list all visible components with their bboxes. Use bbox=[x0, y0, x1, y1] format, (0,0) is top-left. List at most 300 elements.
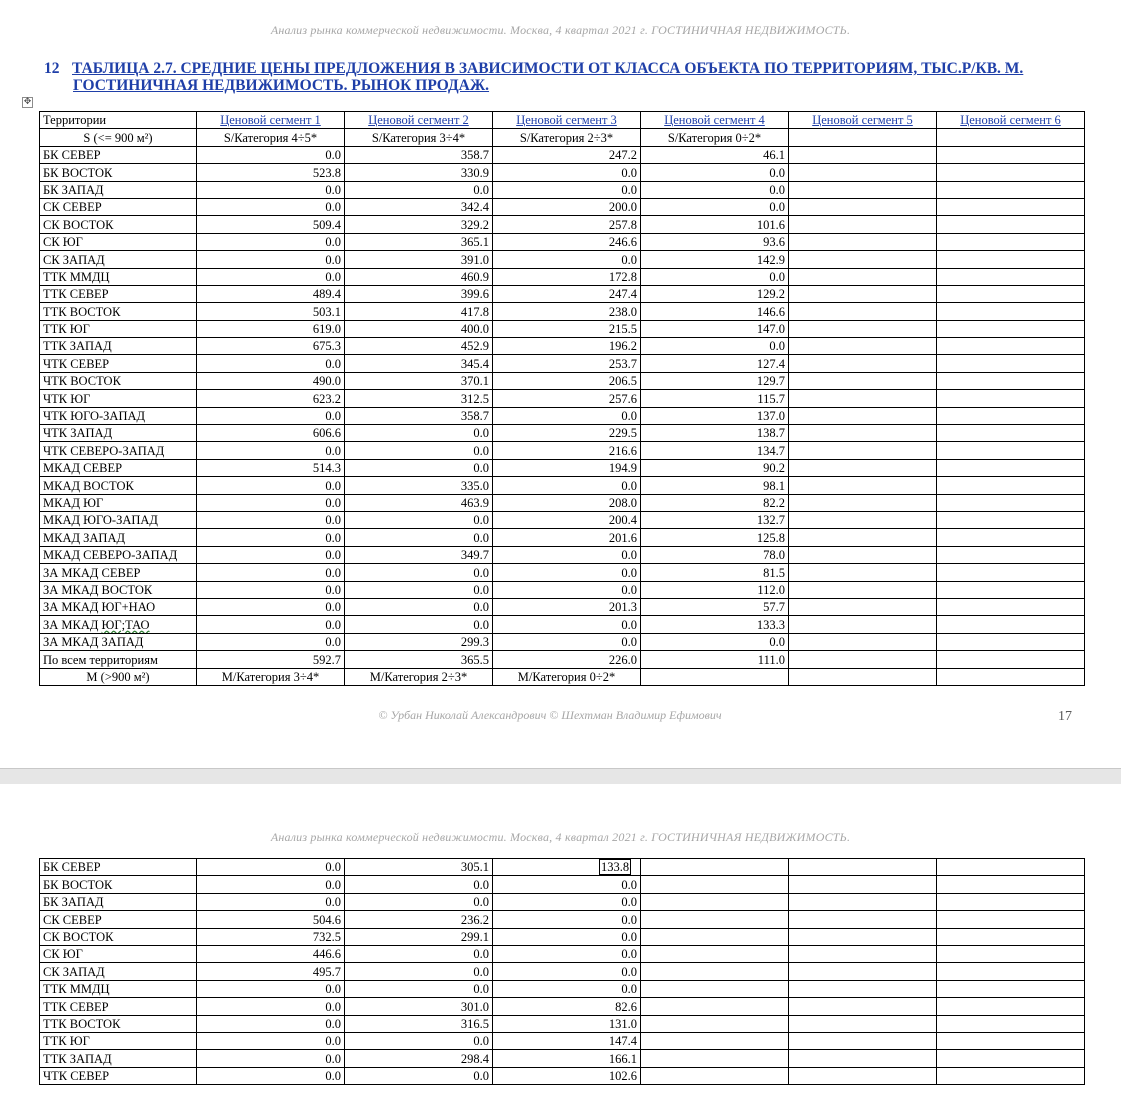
value-cell[interactable]: 0.0 bbox=[197, 546, 345, 563]
value-cell[interactable] bbox=[937, 945, 1085, 962]
segment-header-2[interactable]: Ценовой сегмент 2 bbox=[345, 112, 493, 129]
medium-category-3[interactable]: М/Категория 0÷2* bbox=[493, 668, 641, 685]
value-cell[interactable]: 111.0 bbox=[641, 651, 789, 668]
value-cell[interactable]: 0.0 bbox=[197, 876, 345, 893]
value-cell[interactable] bbox=[641, 1032, 789, 1049]
territory-name[interactable]: СК ЮГ bbox=[40, 945, 197, 962]
value-cell[interactable] bbox=[641, 998, 789, 1015]
value-cell[interactable] bbox=[937, 963, 1085, 980]
territory-name[interactable]: ТТК ММДЦ bbox=[40, 268, 197, 285]
value-cell[interactable]: 0.0 bbox=[197, 859, 345, 876]
value-cell[interactable]: 0.0 bbox=[493, 564, 641, 581]
selected-value[interactable]: 133.8 bbox=[601, 860, 630, 875]
value-cell[interactable]: 503.1 bbox=[197, 303, 345, 320]
value-cell[interactable]: 129.2 bbox=[641, 285, 789, 302]
territory-name[interactable]: ЗА МКАД ЗАПАД bbox=[40, 633, 197, 650]
value-cell[interactable]: 57.7 bbox=[641, 598, 789, 615]
value-cell[interactable]: 0.0 bbox=[345, 181, 493, 198]
value-cell[interactable] bbox=[789, 928, 937, 945]
value-cell[interactable]: 335.0 bbox=[345, 477, 493, 494]
value-cell[interactable]: 246.6 bbox=[493, 233, 641, 250]
value-cell[interactable]: 247.2 bbox=[493, 146, 641, 163]
territory-name[interactable]: ЗА МКАД ЮГ+НАО bbox=[40, 598, 197, 615]
value-cell[interactable]: 0.0 bbox=[197, 442, 345, 459]
value-cell[interactable]: 0.0 bbox=[197, 407, 345, 424]
value-cell[interactable]: 0.0 bbox=[641, 198, 789, 215]
value-cell[interactable] bbox=[789, 372, 937, 389]
value-cell[interactable]: 166.1 bbox=[493, 1050, 641, 1067]
value-cell[interactable]: 0.0 bbox=[197, 181, 345, 198]
territory-name[interactable]: ЧТК ЮГО-ЗАПАД bbox=[40, 407, 197, 424]
value-cell[interactable]: 0.0 bbox=[197, 998, 345, 1015]
value-cell[interactable]: 0.0 bbox=[197, 233, 345, 250]
value-cell[interactable]: 316.5 bbox=[345, 1015, 493, 1032]
value-cell[interactable]: 0.0 bbox=[493, 407, 641, 424]
value-cell[interactable] bbox=[937, 911, 1085, 928]
value-cell[interactable]: 0.0 bbox=[197, 511, 345, 528]
value-cell[interactable]: 0.0 bbox=[197, 598, 345, 615]
value-cell[interactable] bbox=[789, 980, 937, 997]
territory-name[interactable]: ТТК ВОСТОК bbox=[40, 303, 197, 320]
value-cell[interactable] bbox=[789, 911, 937, 928]
value-cell[interactable]: 238.0 bbox=[493, 303, 641, 320]
value-cell[interactable]: 0.0 bbox=[197, 980, 345, 997]
value-cell[interactable]: 216.6 bbox=[493, 442, 641, 459]
value-cell[interactable] bbox=[937, 425, 1085, 442]
value-cell[interactable]: 0.0 bbox=[197, 251, 345, 268]
value-cell[interactable] bbox=[641, 945, 789, 962]
territory-name[interactable]: СК ЗАПАД bbox=[40, 251, 197, 268]
territory-name[interactable]: ТТК ЮГ bbox=[40, 1032, 197, 1049]
value-cell[interactable]: 0.0 bbox=[493, 633, 641, 650]
territory-name[interactable]: СК ВОСТОК bbox=[40, 216, 197, 233]
value-cell[interactable]: 137.0 bbox=[641, 407, 789, 424]
size-medium-label[interactable]: М (>900 м²) bbox=[40, 668, 197, 685]
value-cell[interactable] bbox=[937, 876, 1085, 893]
value-cell[interactable]: 0.0 bbox=[197, 529, 345, 546]
value-cell[interactable]: 46.1 bbox=[641, 146, 789, 163]
value-cell[interactable] bbox=[789, 216, 937, 233]
value-cell[interactable] bbox=[937, 893, 1085, 910]
value-cell[interactable]: 0.0 bbox=[493, 945, 641, 962]
value-cell[interactable]: 194.9 bbox=[493, 459, 641, 476]
value-cell[interactable]: 0.0 bbox=[493, 876, 641, 893]
value-cell[interactable]: 0.0 bbox=[493, 581, 641, 598]
value-cell[interactable] bbox=[937, 511, 1085, 528]
value-cell[interactable] bbox=[641, 1067, 789, 1084]
value-cell[interactable] bbox=[789, 651, 937, 668]
value-cell[interactable]: 417.8 bbox=[345, 303, 493, 320]
value-cell[interactable]: 0.0 bbox=[493, 616, 641, 633]
value-cell[interactable] bbox=[937, 998, 1085, 1015]
value-cell[interactable]: 0.0 bbox=[197, 581, 345, 598]
value-cell[interactable]: 365.1 bbox=[345, 233, 493, 250]
medium-category-2[interactable]: М/Категория 2÷3* bbox=[345, 668, 493, 685]
value-cell[interactable]: 132.7 bbox=[641, 511, 789, 528]
value-cell[interactable] bbox=[937, 928, 1085, 945]
value-cell[interactable] bbox=[641, 876, 789, 893]
territory-name[interactable]: ЧТК ВОСТОК bbox=[40, 372, 197, 389]
value-cell[interactable]: 345.4 bbox=[345, 355, 493, 372]
value-cell[interactable]: 623.2 bbox=[197, 390, 345, 407]
value-cell[interactable]: 0.0 bbox=[493, 181, 641, 198]
territory-name[interactable]: ЧТК ЗАПАД bbox=[40, 425, 197, 442]
value-cell[interactable]: 0.0 bbox=[345, 963, 493, 980]
value-cell[interactable]: 257.8 bbox=[493, 216, 641, 233]
territory-name[interactable]: ТТК ММДЦ bbox=[40, 980, 197, 997]
territory-name[interactable]: СК ЗАПАД bbox=[40, 963, 197, 980]
value-cell[interactable] bbox=[937, 146, 1085, 163]
value-cell[interactable] bbox=[789, 459, 937, 476]
territory-name[interactable]: СК СЕВЕР bbox=[40, 198, 197, 215]
value-cell[interactable]: 675.3 bbox=[197, 338, 345, 355]
value-cell[interactable]: 142.9 bbox=[641, 251, 789, 268]
territory-name[interactable]: СК ВОСТОК bbox=[40, 928, 197, 945]
segment-header-5[interactable]: Ценовой сегмент 5 bbox=[789, 112, 937, 129]
value-cell[interactable]: 329.2 bbox=[345, 216, 493, 233]
value-cell[interactable]: 236.2 bbox=[345, 911, 493, 928]
value-cell[interactable] bbox=[789, 268, 937, 285]
territory-name[interactable]: ЗА МКАД ВОСТОК bbox=[40, 581, 197, 598]
value-cell[interactable] bbox=[789, 529, 937, 546]
value-cell[interactable] bbox=[789, 633, 937, 650]
value-cell[interactable] bbox=[641, 893, 789, 910]
value-cell[interactable] bbox=[937, 251, 1085, 268]
small-category-1[interactable]: S/Категория 4÷5* bbox=[197, 129, 345, 146]
value-cell[interactable] bbox=[937, 338, 1085, 355]
territory-name[interactable]: БК СЕВЕР bbox=[40, 859, 197, 876]
value-cell[interactable]: 0.0 bbox=[345, 564, 493, 581]
territory-name[interactable]: ЧТК СЕВЕРО-ЗАПАД bbox=[40, 442, 197, 459]
small-category-4[interactable]: S/Категория 0÷2* bbox=[641, 129, 789, 146]
value-cell[interactable]: 226.0 bbox=[493, 651, 641, 668]
value-cell[interactable]: 101.6 bbox=[641, 216, 789, 233]
value-cell[interactable] bbox=[937, 598, 1085, 615]
value-cell[interactable] bbox=[937, 546, 1085, 563]
territory-name[interactable]: ЗА МКАД СЕВЕР bbox=[40, 564, 197, 581]
value-cell[interactable]: 0.0 bbox=[345, 876, 493, 893]
value-cell[interactable]: 299.3 bbox=[345, 633, 493, 650]
value-cell[interactable] bbox=[789, 511, 937, 528]
value-cell[interactable] bbox=[789, 442, 937, 459]
value-cell[interactable]: 330.9 bbox=[345, 164, 493, 181]
value-cell[interactable] bbox=[937, 407, 1085, 424]
territory-name[interactable]: БК ВОСТОК bbox=[40, 164, 197, 181]
value-cell[interactable]: 312.5 bbox=[345, 390, 493, 407]
value-cell[interactable]: 229.5 bbox=[493, 425, 641, 442]
small-category-3[interactable]: S/Категория 2÷3* bbox=[493, 129, 641, 146]
value-cell[interactable]: 0.0 bbox=[197, 268, 345, 285]
value-cell[interactable]: 82.6 bbox=[493, 998, 641, 1015]
value-cell[interactable]: 298.4 bbox=[345, 1050, 493, 1067]
value-cell[interactable]: 93.6 bbox=[641, 233, 789, 250]
value-cell[interactable]: 78.0 bbox=[641, 546, 789, 563]
value-cell[interactable]: 138.7 bbox=[641, 425, 789, 442]
value-cell[interactable]: 0.0 bbox=[345, 980, 493, 997]
value-cell[interactable]: 342.4 bbox=[345, 198, 493, 215]
value-cell[interactable]: 206.5 bbox=[493, 372, 641, 389]
small-category-5[interactable] bbox=[789, 129, 937, 146]
value-cell[interactable]: 200.0 bbox=[493, 198, 641, 215]
small-category-6[interactable] bbox=[937, 129, 1085, 146]
value-cell[interactable] bbox=[789, 616, 937, 633]
territory-name[interactable]: ЗА МКАД ЮГ;ТАО bbox=[40, 616, 197, 633]
value-cell[interactable] bbox=[937, 303, 1085, 320]
value-cell[interactable]: 0.0 bbox=[197, 616, 345, 633]
territory-name[interactable]: МКАД ЮГ bbox=[40, 494, 197, 511]
size-small-label[interactable]: S (<= 900 м²) bbox=[40, 129, 197, 146]
value-cell[interactable]: 0.0 bbox=[197, 1067, 345, 1084]
territory-name[interactable]: СК ЮГ bbox=[40, 233, 197, 250]
small-category-2[interactable]: S/Категория 3÷4* bbox=[345, 129, 493, 146]
value-cell[interactable]: 0.0 bbox=[493, 546, 641, 563]
value-cell[interactable]: 0.0 bbox=[197, 146, 345, 163]
value-cell[interactable]: 0.0 bbox=[197, 477, 345, 494]
value-cell[interactable]: 0.0 bbox=[197, 355, 345, 372]
value-cell[interactable] bbox=[789, 285, 937, 302]
value-cell[interactable] bbox=[937, 651, 1085, 668]
value-cell[interactable]: 349.7 bbox=[345, 546, 493, 563]
territory-name[interactable]: БК ЗАПАД bbox=[40, 181, 197, 198]
territory-name[interactable]: БК ВОСТОК bbox=[40, 876, 197, 893]
value-cell[interactable]: 490.0 bbox=[197, 372, 345, 389]
value-cell[interactable] bbox=[789, 390, 937, 407]
value-cell[interactable]: 0.0 bbox=[197, 633, 345, 650]
value-cell[interactable]: 0.0 bbox=[345, 425, 493, 442]
medium-category-1[interactable]: М/Категория 3÷4* bbox=[197, 668, 345, 685]
value-cell[interactable] bbox=[789, 425, 937, 442]
value-cell[interactable] bbox=[789, 494, 937, 511]
value-cell[interactable] bbox=[937, 616, 1085, 633]
value-cell[interactable] bbox=[789, 598, 937, 615]
value-cell[interactable] bbox=[937, 233, 1085, 250]
value-cell[interactable] bbox=[937, 216, 1085, 233]
value-cell[interactable]: 81.5 bbox=[641, 564, 789, 581]
value-cell[interactable] bbox=[789, 1015, 937, 1032]
value-cell[interactable]: 0.0 bbox=[345, 945, 493, 962]
value-cell[interactable] bbox=[937, 859, 1085, 876]
territory-name[interactable]: ТТК ЗАПАД bbox=[40, 1050, 197, 1067]
value-cell[interactable] bbox=[937, 564, 1085, 581]
value-cell[interactable]: 257.6 bbox=[493, 390, 641, 407]
value-cell[interactable] bbox=[789, 963, 937, 980]
value-cell[interactable]: 0.0 bbox=[493, 251, 641, 268]
territory-name[interactable]: ЧТК ЮГ bbox=[40, 390, 197, 407]
value-cell[interactable] bbox=[789, 876, 937, 893]
value-cell[interactable]: 732.5 bbox=[197, 928, 345, 945]
value-cell[interactable]: 460.9 bbox=[345, 268, 493, 285]
value-cell[interactable]: 365.5 bbox=[345, 651, 493, 668]
value-cell[interactable]: 0.0 bbox=[493, 980, 641, 997]
territory-name[interactable]: МКАД ЮГО-ЗАПАД bbox=[40, 511, 197, 528]
value-cell[interactable] bbox=[789, 1032, 937, 1049]
value-cell[interactable]: 98.1 bbox=[641, 477, 789, 494]
territory-name[interactable]: МКАД ВОСТОК bbox=[40, 477, 197, 494]
value-cell[interactable]: 619.0 bbox=[197, 320, 345, 337]
value-cell[interactable]: 102.6 bbox=[493, 1067, 641, 1084]
value-cell[interactable]: 0.0 bbox=[345, 529, 493, 546]
value-cell[interactable] bbox=[789, 998, 937, 1015]
territory-name[interactable]: МКАД СЕВЕРО-ЗАПАД bbox=[40, 546, 197, 563]
value-cell[interactable]: 146.6 bbox=[641, 303, 789, 320]
value-cell[interactable]: 0.0 bbox=[641, 338, 789, 355]
value-cell[interactable] bbox=[937, 980, 1085, 997]
value-cell[interactable] bbox=[937, 477, 1085, 494]
value-cell[interactable]: 0.0 bbox=[493, 164, 641, 181]
value-cell[interactable]: 0.0 bbox=[493, 928, 641, 945]
value-cell[interactable] bbox=[937, 1032, 1085, 1049]
value-cell[interactable]: 489.4 bbox=[197, 285, 345, 302]
value-cell[interactable]: 370.1 bbox=[345, 372, 493, 389]
value-cell[interactable] bbox=[937, 268, 1085, 285]
value-cell[interactable] bbox=[937, 459, 1085, 476]
value-cell[interactable]: 0.0 bbox=[641, 164, 789, 181]
value-cell[interactable]: 127.4 bbox=[641, 355, 789, 372]
territory-name[interactable]: БК СЕВЕР bbox=[40, 146, 197, 163]
value-cell[interactable]: 247.4 bbox=[493, 285, 641, 302]
value-cell[interactable]: 463.9 bbox=[345, 494, 493, 511]
value-cell[interactable]: 495.7 bbox=[197, 963, 345, 980]
value-cell[interactable]: 0.0 bbox=[641, 181, 789, 198]
medium-category-5[interactable] bbox=[789, 668, 937, 685]
value-cell[interactable]: 196.2 bbox=[493, 338, 641, 355]
value-cell[interactable]: 509.4 bbox=[197, 216, 345, 233]
segment-header-3[interactable]: Ценовой сегмент 3 bbox=[493, 112, 641, 129]
value-cell[interactable] bbox=[937, 320, 1085, 337]
value-cell[interactable]: 115.7 bbox=[641, 390, 789, 407]
value-cell[interactable]: 299.1 bbox=[345, 928, 493, 945]
value-cell[interactable]: 82.2 bbox=[641, 494, 789, 511]
value-cell[interactable]: 301.0 bbox=[345, 998, 493, 1015]
value-cell[interactable]: 0.0 bbox=[197, 1015, 345, 1032]
value-cell[interactable]: 358.7 bbox=[345, 146, 493, 163]
value-cell[interactable]: 147.0 bbox=[641, 320, 789, 337]
value-cell[interactable]: 592.7 bbox=[197, 651, 345, 668]
territory-name[interactable]: ЧТК СЕВЕР bbox=[40, 1067, 197, 1084]
value-cell[interactable]: 201.3 bbox=[493, 598, 641, 615]
value-cell[interactable]: 201.6 bbox=[493, 529, 641, 546]
value-cell[interactable] bbox=[937, 1015, 1085, 1032]
table-caption[interactable] bbox=[44, 60, 1084, 94]
segment-header-1[interactable]: Ценовой сегмент 1 bbox=[197, 112, 345, 129]
value-cell[interactable]: 0.0 bbox=[345, 1067, 493, 1084]
medium-category-6[interactable] bbox=[937, 668, 1085, 685]
value-cell[interactable] bbox=[641, 1015, 789, 1032]
value-cell[interactable]: 0.0 bbox=[197, 494, 345, 511]
value-cell[interactable] bbox=[789, 338, 937, 355]
value-cell[interactable] bbox=[789, 1050, 937, 1067]
value-cell[interactable] bbox=[641, 928, 789, 945]
territory-name[interactable]: ЧТК СЕВЕР bbox=[40, 355, 197, 372]
territory-name[interactable]: ТТК ЗАПАД bbox=[40, 338, 197, 355]
value-cell[interactable] bbox=[789, 1067, 937, 1084]
value-cell[interactable] bbox=[641, 963, 789, 980]
territory-name[interactable]: МКАД СЕВЕР bbox=[40, 459, 197, 476]
value-cell[interactable] bbox=[789, 198, 937, 215]
value-cell[interactable]: 215.5 bbox=[493, 320, 641, 337]
value-cell[interactable] bbox=[493, 859, 641, 876]
value-cell[interactable] bbox=[789, 320, 937, 337]
value-cell[interactable]: 514.3 bbox=[197, 459, 345, 476]
value-cell[interactable]: 0.0 bbox=[493, 963, 641, 980]
value-cell[interactable] bbox=[789, 181, 937, 198]
value-cell[interactable]: 129.7 bbox=[641, 372, 789, 389]
value-cell[interactable]: 446.6 bbox=[197, 945, 345, 962]
table-move-handle-icon[interactable]: ✥ bbox=[23, 97, 32, 107]
value-cell[interactable]: 0.0 bbox=[641, 268, 789, 285]
value-cell[interactable] bbox=[937, 355, 1085, 372]
value-cell[interactable]: 0.0 bbox=[197, 1032, 345, 1049]
value-cell[interactable]: 112.0 bbox=[641, 581, 789, 598]
value-cell[interactable] bbox=[789, 859, 937, 876]
value-cell[interactable]: 0.0 bbox=[345, 442, 493, 459]
value-cell[interactable]: 0.0 bbox=[345, 1032, 493, 1049]
value-cell[interactable] bbox=[937, 1050, 1085, 1067]
value-cell[interactable] bbox=[789, 564, 937, 581]
value-cell[interactable] bbox=[937, 633, 1085, 650]
value-cell[interactable] bbox=[937, 198, 1085, 215]
value-cell[interactable]: 0.0 bbox=[197, 198, 345, 215]
territory-name[interactable]: ТТК ЮГ bbox=[40, 320, 197, 337]
value-cell[interactable]: 0.0 bbox=[345, 581, 493, 598]
price-table-small[interactable] bbox=[39, 111, 1085, 686]
territory-name[interactable]: По всем территориям bbox=[40, 651, 197, 668]
value-cell[interactable]: 358.7 bbox=[345, 407, 493, 424]
value-cell[interactable]: 131.0 bbox=[493, 1015, 641, 1032]
value-cell[interactable] bbox=[789, 146, 937, 163]
value-cell[interactable]: 147.4 bbox=[493, 1032, 641, 1049]
territory-header[interactable]: Территории bbox=[40, 112, 197, 129]
value-cell[interactable] bbox=[641, 980, 789, 997]
value-cell[interactable] bbox=[937, 494, 1085, 511]
value-cell[interactable]: 452.9 bbox=[345, 338, 493, 355]
value-cell[interactable]: 200.4 bbox=[493, 511, 641, 528]
territory-name[interactable]: МКАД ЗАПАД bbox=[40, 529, 197, 546]
territory-name[interactable]: ТТК СЕВЕР bbox=[40, 998, 197, 1015]
value-cell[interactable]: 133.3 bbox=[641, 616, 789, 633]
value-cell[interactable]: 253.7 bbox=[493, 355, 641, 372]
value-cell[interactable]: 125.8 bbox=[641, 529, 789, 546]
value-cell[interactable]: 172.8 bbox=[493, 268, 641, 285]
value-cell[interactable]: 0.0 bbox=[345, 511, 493, 528]
medium-category-4[interactable] bbox=[641, 668, 789, 685]
value-cell[interactable] bbox=[789, 893, 937, 910]
value-cell[interactable]: 0.0 bbox=[197, 564, 345, 581]
value-cell[interactable] bbox=[789, 945, 937, 962]
value-cell[interactable]: 0.0 bbox=[345, 616, 493, 633]
value-cell[interactable]: 504.6 bbox=[197, 911, 345, 928]
value-cell[interactable] bbox=[937, 372, 1085, 389]
value-cell[interactable]: 399.6 bbox=[345, 285, 493, 302]
value-cell[interactable] bbox=[937, 164, 1085, 181]
value-cell[interactable]: 606.6 bbox=[197, 425, 345, 442]
price-table-medium[interactable] bbox=[39, 858, 1085, 1085]
value-cell[interactable] bbox=[789, 477, 937, 494]
value-cell[interactable]: 0.0 bbox=[493, 893, 641, 910]
territory-name[interactable]: ТТК ВОСТОК bbox=[40, 1015, 197, 1032]
value-cell[interactable]: 134.7 bbox=[641, 442, 789, 459]
value-cell[interactable]: 0.0 bbox=[197, 893, 345, 910]
value-cell[interactable] bbox=[789, 355, 937, 372]
value-cell[interactable] bbox=[641, 859, 789, 876]
value-cell[interactable] bbox=[789, 407, 937, 424]
value-cell[interactable] bbox=[789, 581, 937, 598]
value-cell[interactable]: 400.0 bbox=[345, 320, 493, 337]
value-cell[interactable] bbox=[937, 1067, 1085, 1084]
value-cell[interactable] bbox=[937, 581, 1085, 598]
value-cell[interactable] bbox=[641, 1050, 789, 1067]
value-cell[interactable] bbox=[789, 251, 937, 268]
